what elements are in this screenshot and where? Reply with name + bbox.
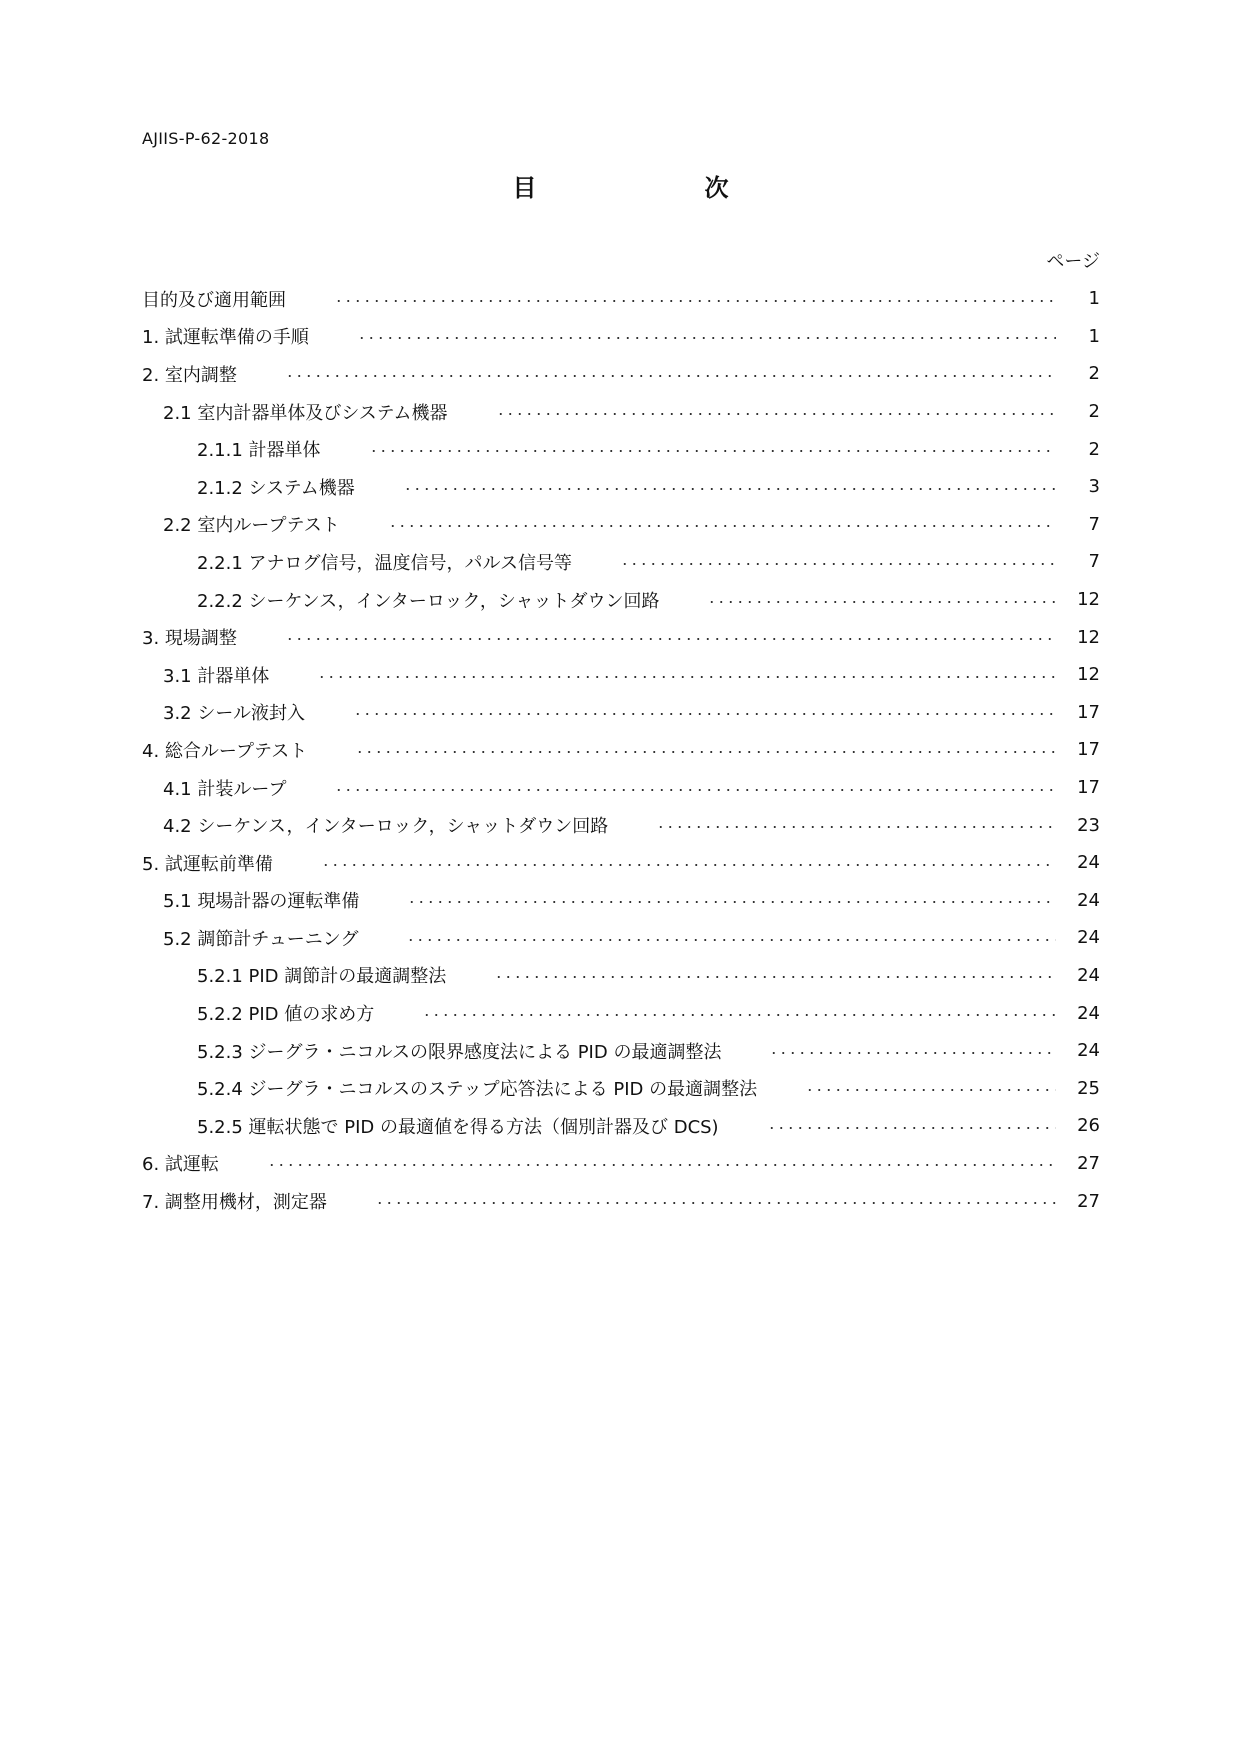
toc-entry-label: 5. 試運転前準備 (142, 853, 273, 875)
toc-leader-dots (805, 1079, 1056, 1097)
toc-entry-page-number: 2 (1088, 363, 1100, 385)
toc-entry[interactable] (142, 844, 1100, 882)
toc-entry-page-number: 24 (1077, 1040, 1100, 1062)
toc-leader-dots (656, 816, 1056, 834)
toc-entry[interactable] (142, 468, 1100, 506)
toc-entry-label: 5.1 現場計器の運転準備 (163, 891, 360, 913)
document-id: AJIIS-P-62-2018 (142, 129, 270, 148)
page-column-header: ページ (1046, 251, 1100, 272)
toc-entry[interactable] (142, 618, 1100, 656)
toc-entry[interactable] (142, 694, 1100, 732)
toc-entry-page-number: 26 (1077, 1115, 1100, 1137)
toc-entry[interactable] (142, 994, 1100, 1032)
toc-entry-page-number: 24 (1077, 852, 1100, 874)
toc-leader-dots (388, 515, 1056, 533)
toc-entry-label: 5.2.5 運転状態で PID の最適値を得る方法（個別計器及び DCS) (197, 1116, 719, 1138)
toc-entry-page-number: 12 (1077, 589, 1100, 611)
toc-entry-label: 2.2.2 シーケンス，インターロック，シャットダウン回路 (197, 590, 660, 612)
toc-entry-label: 7. 調整用機材，測定器 (142, 1192, 327, 1214)
toc-entry-page-number: 24 (1077, 927, 1100, 949)
toc-entry-page-number: 2 (1088, 401, 1100, 423)
toc-entry-label: 6. 試運転 (142, 1154, 219, 1176)
toc-entry-page-number: 17 (1077, 739, 1100, 761)
toc-entry[interactable] (142, 769, 1100, 807)
toc-leader-dots (334, 779, 1056, 797)
toc-entry-label: 5.2 調節計チューニング (163, 928, 359, 950)
toc-leader-dots (357, 327, 1056, 345)
toc-entry-page-number: 24 (1077, 1002, 1100, 1024)
toc-entry-label: 2.1.2 システム機器 (197, 477, 355, 499)
toc-entry[interactable] (142, 1107, 1100, 1145)
toc-leader-dots (403, 478, 1056, 496)
toc-entry[interactable] (142, 393, 1100, 431)
toc-leader-dots (767, 1117, 1056, 1135)
toc-entry-page-number: 27 (1077, 1190, 1100, 1212)
toc-leader-dots (769, 1042, 1056, 1060)
toc-leader-dots (496, 403, 1056, 421)
toc-entry-label: 5.2.2 PID 値の求め方 (197, 1004, 375, 1026)
toc-entry-label: 4.2 シーケンス，インターロック，シャットダウン回路 (163, 816, 609, 838)
toc-entry-page-number: 27 (1077, 1152, 1100, 1174)
toc-entry[interactable] (142, 919, 1100, 957)
toc-entry-label: 5.2.3 ジーグラ・ニコルスの限界感度法による PID の最適調整法 (197, 1041, 722, 1063)
toc-entry-label: 3.2 シール液封入 (163, 703, 305, 725)
toc-leader-dots (267, 1154, 1056, 1172)
toc-entry[interactable] (142, 1182, 1100, 1220)
toc-entry[interactable] (142, 731, 1100, 769)
toc-entry-label: 4.1 計装ループ (163, 778, 287, 800)
toc-entry-label: 4. 総合ループテスト (142, 740, 308, 762)
toc-leader-dots (707, 591, 1056, 609)
toc-entry-label: 2.2 室内ループテスト (163, 515, 340, 537)
toc-leader-dots (406, 929, 1056, 947)
toc-leader-dots (620, 553, 1056, 571)
toc-entry-page-number: 25 (1077, 1077, 1100, 1099)
toc-leader-dots (321, 854, 1056, 872)
toc-leader-dots (407, 891, 1056, 909)
toc-entry-label: 5.2.4 ジーグラ・ニコルスのステップ応答法による PID の最適調整法 (197, 1079, 758, 1101)
toc-entry-page-number: 17 (1077, 777, 1100, 799)
toc-entry-page-number: 17 (1077, 701, 1100, 723)
toc-entry-page-number: 23 (1077, 814, 1100, 836)
toc-entry-page-number: 24 (1077, 964, 1100, 986)
toc-entry[interactable] (142, 1032, 1100, 1070)
toc-entry-label: 1. 試運転準備の手順 (142, 327, 309, 349)
toc-entry-page-number: 1 (1088, 288, 1100, 310)
toc-leader-dots (353, 703, 1056, 721)
toc-entry-label: 5.2.1 PID 調節計の最適調整法 (197, 966, 447, 988)
toc-entry[interactable] (142, 280, 1100, 318)
toc-entry[interactable] (142, 1145, 1100, 1183)
toc-entry[interactable] (142, 882, 1100, 920)
toc-leader-dots (422, 1004, 1056, 1022)
toc-entry-page-number: 2 (1088, 438, 1100, 460)
toc-entry[interactable] (142, 1069, 1100, 1107)
toc-entry-page-number: 24 (1077, 889, 1100, 911)
toc-entry[interactable] (142, 581, 1100, 619)
toc-entry[interactable] (142, 957, 1100, 995)
toc-entry-label: 2. 室内調整 (142, 364, 237, 386)
toc-entry-page-number: 12 (1077, 664, 1100, 686)
toc-entry[interactable] (142, 355, 1100, 393)
toc-entry[interactable] (142, 806, 1100, 844)
toc-entry-label: 3.1 計器単体 (163, 665, 270, 687)
toc-entry[interactable] (142, 430, 1100, 468)
toc-entry[interactable] (142, 318, 1100, 356)
page-title: 目 次 (512, 174, 801, 202)
toc-entry-page-number: 12 (1077, 626, 1100, 648)
toc-entry-page-number: 1 (1088, 325, 1100, 347)
toc-entry-page-number: 7 (1088, 513, 1100, 535)
toc-entry-label: 2.2.1 アナログ信号，温度信号，パルス信号等 (197, 552, 572, 574)
toc-entry[interactable] (142, 543, 1100, 581)
toc-entry-page-number: 7 (1088, 551, 1100, 573)
toc-leader-dots (494, 966, 1056, 984)
table-of-contents (142, 280, 1100, 1220)
toc-leader-dots (285, 628, 1056, 646)
toc-entry-page-number: 3 (1088, 476, 1100, 498)
toc-entry-label: 2.1.1 計器単体 (197, 440, 321, 462)
toc-entry[interactable] (142, 506, 1100, 544)
toc-leader-dots (355, 741, 1056, 759)
toc-entry-label: 2.1 室内計器単体及びシステム機器 (163, 402, 448, 424)
toc-leader-dots (285, 365, 1056, 383)
toc-entry[interactable] (142, 656, 1100, 694)
toc-leader-dots (317, 666, 1056, 684)
toc-leader-dots (334, 290, 1056, 308)
toc-entry-label: 3. 現場調整 (142, 628, 237, 650)
toc-leader-dots (375, 1192, 1056, 1210)
toc-leader-dots (369, 440, 1056, 458)
toc-entry-label: 目的及び適用範囲 (142, 289, 286, 311)
